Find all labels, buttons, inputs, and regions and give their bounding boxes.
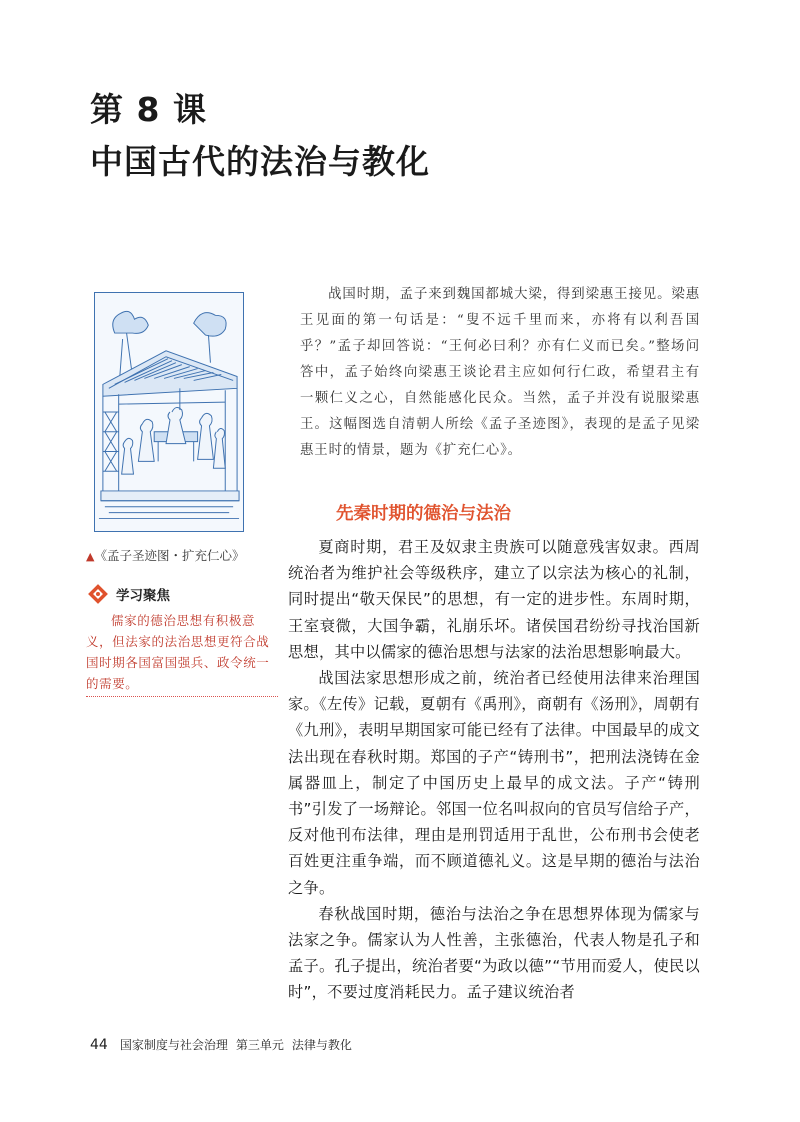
section-body xyxy=(288,534,700,1006)
learning-focus-text: 儒家的德治思想有积极意义，但法家的法治思想更符合战国时期各国富国强兵、政令统一的需要。 xyxy=(86,613,270,691)
book-title: 国家制度与社会治理 xyxy=(119,1038,228,1052)
learning-focus-header xyxy=(86,582,278,606)
lesson-heading xyxy=(90,84,430,188)
learning-focus-title: 学习聚焦 xyxy=(116,588,170,604)
learning-focus-box xyxy=(86,582,278,697)
mencius-illustration xyxy=(94,292,244,532)
caption-triangle-icon: ▲ xyxy=(86,550,95,563)
body-paragraph: 春秋战国时期，德治与法治之争在思想界体现为儒家与法家之争。儒家认为人性善，主张德治，代表人物是孔子和孟子。孔子提出，统治者要“为政以德”“节用而爱人，使民以时”，不要过度消耗民力。孟子建议统治者 xyxy=(288,904,700,1002)
lesson-number: 第 8 课 xyxy=(90,90,207,129)
focus-diamond-icon xyxy=(88,584,108,604)
body-paragraph: 战国法家思想形成之前，统治者已经使用法律来治理国家。《左传》记载，夏朝有《禹刑》，商朝有《汤刑》，周朝有《九刑》，表明早期国家可能已经有了法律。中国最早的成文法出现在春秋时期。郑国的子产“铸刑书”，把刑法浇铸在金属器皿上，制定了中国历史上最早的成文法。子产“铸刑书”引发了一场辩论。邻国一位名叫叔向的官员写信给子产，反对他刊布法律，理由是刑罚适用于乱世，公布刑书会使老百姓更注重争端，而不顾道德礼义。这是早期的德治与法治之争。 xyxy=(288,669,700,897)
caption-text: 《孟子圣迹图・扩充仁心》 xyxy=(94,548,245,563)
lesson-title: 中国古代的法治与教化 xyxy=(90,142,430,181)
figure-caption xyxy=(86,546,244,564)
body-paragraph: 夏商时期，君王及奴隶主贵族可以随意残害奴隶。西周统治者为维护社会等级秩序，建立了以宗法为核心的礼制，同时提出“敬天保民”的思想，有一定的进步性。东周时期，王室衰微，大国争霸，礼崩乐坏。诸侯国君纷纷寻找治国新思想，其中以儒家的德治思想与法家的法治思想影响最大。 xyxy=(288,538,700,661)
page-number: 44 xyxy=(90,1037,108,1053)
unit-title: 法律与教化 xyxy=(291,1038,352,1052)
unit-label: 第三单元 xyxy=(235,1038,284,1052)
page-footer xyxy=(90,1036,360,1053)
section-title: 先秦时期的德治与法治 xyxy=(336,504,511,524)
intro-paragraph: 战国时期，孟子来到魏国都城大梁，得到梁惠王接见。梁惠王见面的第一句话是：“叟不远千里而来，亦将有以利吾国乎？”孟子却回答说：“王何必曰利？亦有仁义而已矣。”整场问答中，孟子始终向梁惠王谈论君主应如何行仁政，希望君主有一颗仁义之心，自然能感化民众。当然，孟子并没有说服梁惠王。这幅图选自清朝人所绘《孟子圣迹图》，表现的是孟子见梁惠王时的情景，题为《扩充仁心》。 xyxy=(300,287,700,458)
